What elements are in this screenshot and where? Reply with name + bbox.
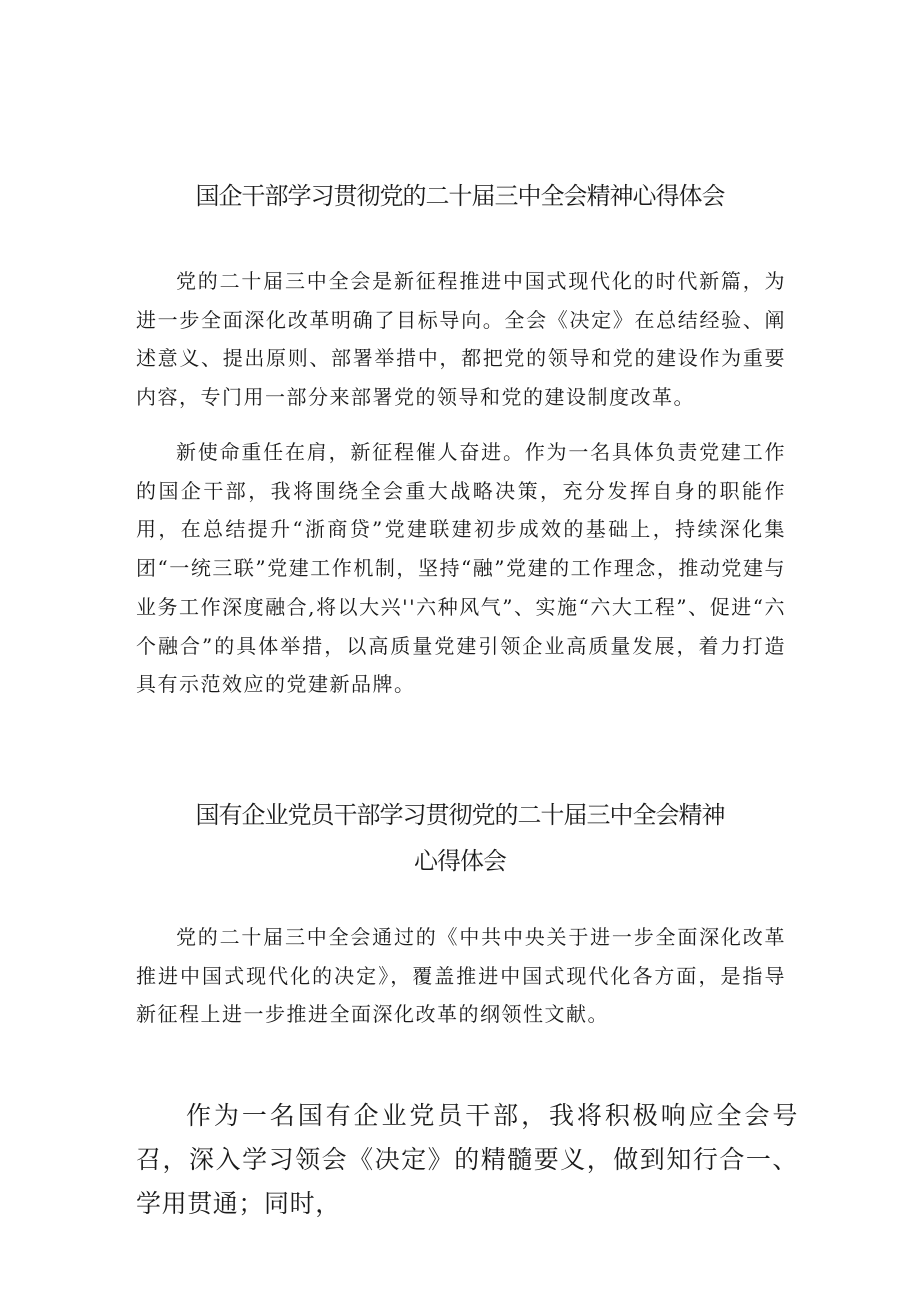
section-2-paragraph-2: 作为一名国有企业党员干部，我将积极响应全会号召，深入学习领会《决定》的精髓要义，做到知行合一、学用贯通；同时， (136, 1101, 798, 1218)
section-2-title-line-1: 国有企业党员干部学习贯彻党的二十届三中全会精神 (195, 801, 725, 829)
section-2-title-line-2: 心得体会 (414, 847, 506, 875)
section-1-paragraph-1: 党的二十届三中全会是新征程推进中国式现代化的时代新篇，为进一步全面深化改革明确了目标导向。全会《决定》在总结经验、阐述意义、提出原则、部署举措中，都把党的领导和党的建设作为重要内容，专门用一部分来部署党的领导和党的建设制度改革。 (136, 269, 786, 410)
section-1-paragraph-2: 新使命重任在肩，新征程催人奋进。作为一名具体负责党建工作的国企干部，我将围绕全会重大战略决策，充分发挥自身的职能作用，在总结提升“浙商贷”党建联建初步成效的基础上，持续深化集团“一统三联”党建工作机制，坚持“融”党建的工作理念，推动党建与业务工作深度融合,将以大兴''六种风气”、实施“六大工程”、促进“六个融合”的具体举措，以高质量党建引领企业高质量发展，着力打造具有示范效应的党建新品牌。 (136, 440, 786, 697)
section-1-title: 国企干部学习贯彻党的二十届三中全会精神心得体会 (195, 182, 725, 210)
section-2-paragraph-1: 党的二十届三中全会通过的《中共中央关于进一步全面深化改革推进中国式现代化的决定》，覆盖推进中国式现代化各方面，是指导新征程上进一步推进全面深化改革的纲领性文献。 (136, 925, 786, 1027)
section-2-title (0, 792, 920, 884)
